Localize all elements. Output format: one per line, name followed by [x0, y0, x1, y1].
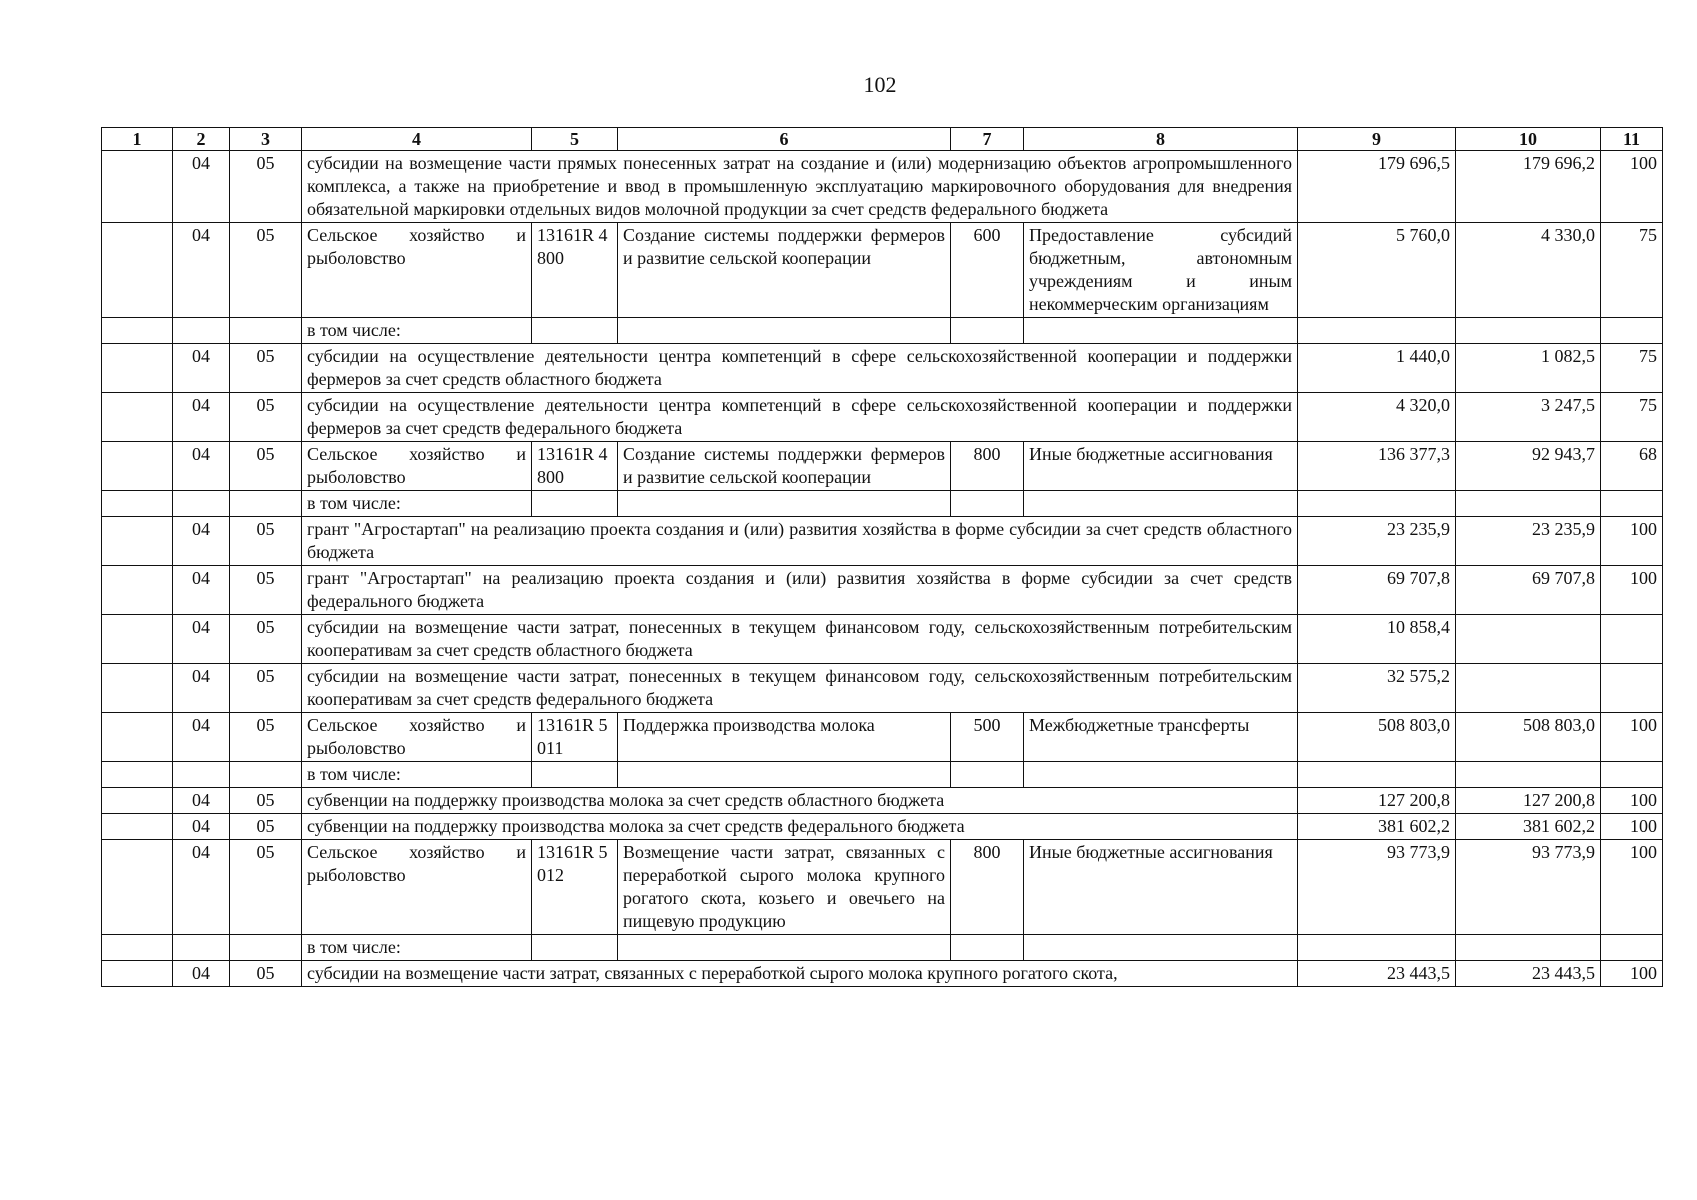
program-name: Создание системы поддержки фермеров и развитие сельской кооперации: [618, 442, 951, 491]
actual-amount: 4 330,0: [1456, 223, 1601, 318]
actual-amount: 23 443,5: [1456, 961, 1601, 987]
col1-cell: [102, 517, 173, 566]
section-name: Сельское хозяйство и рыболовство: [302, 840, 532, 935]
column-header: 3: [230, 128, 302, 151]
planned-amount: 1 440,0: [1298, 344, 1456, 393]
subsection-code: 05: [230, 517, 302, 566]
description-text: субсидии на возмещение части затрат, понесенных в текущем финансовом году, сельскохозяйственным потребительским кооперативам за счет средств областного бюджета: [302, 615, 1298, 664]
expense-type-name: Межбюджетные трансферты: [1024, 713, 1298, 762]
planned-amount: 23 235,9: [1298, 517, 1456, 566]
table-row: [102, 344, 1663, 393]
percent-executed: [1601, 615, 1663, 664]
column-header: 10: [1456, 128, 1601, 151]
column-header: 8: [1024, 128, 1298, 151]
col1-cell: [102, 664, 173, 713]
subtotal-label-row: [102, 762, 1663, 788]
table-row: [102, 713, 1663, 762]
col1-cell: [102, 393, 173, 442]
subsection-cell: [230, 491, 302, 517]
description-text: субсидии на осуществление деятельности центра компетенций в сфере сельскохозяйственной кооперации и поддержки фермеров за счет средств федерального бюджета: [302, 393, 1298, 442]
section-cell: [173, 491, 230, 517]
table-row: [102, 615, 1663, 664]
program-name: Поддержка производства молока: [618, 713, 951, 762]
section-code: 04: [173, 615, 230, 664]
description-text: грант "Агростартап" на реализацию проекта создания и (или) развития хозяйства в форме субсидии за счет средств федерального бюджета: [302, 566, 1298, 615]
target-article-code: 13161R 5012: [532, 840, 618, 935]
column-header: 9: [1298, 128, 1456, 151]
actual-amount: 1 082,5: [1456, 344, 1601, 393]
col1-cell: [102, 151, 173, 223]
target-article-code: 13161R 5011: [532, 713, 618, 762]
planned-amount: [1298, 318, 1456, 344]
planned-amount: 93 773,9: [1298, 840, 1456, 935]
table-row: [102, 840, 1663, 935]
subsection-cell: [230, 935, 302, 961]
program-cell: [618, 318, 951, 344]
code-cell: [532, 318, 618, 344]
table-row: [102, 223, 1663, 318]
planned-amount: 4 320,0: [1298, 393, 1456, 442]
col1-cell: [102, 814, 173, 840]
col1-cell: [102, 788, 173, 814]
percent-executed: 100: [1601, 840, 1663, 935]
table-body: [102, 151, 1663, 987]
col1-cell: [102, 935, 173, 961]
column-header: 7: [951, 128, 1024, 151]
expense-name-cell: [1024, 491, 1298, 517]
target-article-code: 13161R 4800: [532, 223, 618, 318]
subsection-code: 05: [230, 442, 302, 491]
actual-amount: [1456, 935, 1601, 961]
section-cell: [173, 762, 230, 788]
including-label: в том числе:: [302, 762, 532, 788]
section-code: 04: [173, 961, 230, 987]
program-name: Возмещение части затрат, связанных с переработкой сырого молока крупного рогатого скота, козьего и овечьего на пищевую продукцию: [618, 840, 951, 935]
section-code: 04: [173, 151, 230, 223]
including-label: в том числе:: [302, 935, 532, 961]
description-text: субвенции на поддержку производства молока за счет средств федерального бюджета: [302, 814, 1298, 840]
percent-executed: 68: [1601, 442, 1663, 491]
planned-amount: 32 575,2: [1298, 664, 1456, 713]
table-row: [102, 442, 1663, 491]
code-cell: [532, 491, 618, 517]
description-text: субсидии на возмещение части затрат, понесенных в текущем финансовом году, сельскохозяйственным потребительским кооперативам за счет средств федерального бюджета: [302, 664, 1298, 713]
subsection-code: 05: [230, 223, 302, 318]
subsection-code: 05: [230, 814, 302, 840]
planned-amount: 381 602,2: [1298, 814, 1456, 840]
column-header: 2: [173, 128, 230, 151]
subsection-code: 05: [230, 713, 302, 762]
percent-cell: [1601, 491, 1663, 517]
description-text: субсидии на возмещение части прямых понесенных затрат на создание и (или) модернизацию объектов агропромышленного комплекса, а также на приобретение и ввод в промышленную эксплуатацию маркировочного оборудования для внедрения обязательной маркировки отдельных видов молочной продукции за счет средств федерального бюджета: [302, 151, 1298, 223]
subsection-code: 05: [230, 961, 302, 987]
expense-name-cell: [1024, 935, 1298, 961]
col1-cell: [102, 491, 173, 517]
program-name: Создание системы поддержки фермеров и развитие сельской кооперации: [618, 223, 951, 318]
actual-amount: [1456, 664, 1601, 713]
actual-amount: [1456, 762, 1601, 788]
section-name: Сельское хозяйство и рыболовство: [302, 713, 532, 762]
percent-executed: 100: [1601, 814, 1663, 840]
percent-cell: [1601, 762, 1663, 788]
target-article-code: 13161R 4800: [532, 442, 618, 491]
subsection-code: 05: [230, 840, 302, 935]
section-cell: [173, 318, 230, 344]
subtotal-label-row: [102, 491, 1663, 517]
subsection-cell: [230, 762, 302, 788]
expense-type-name: Иные бюджетные ассигнования: [1024, 442, 1298, 491]
actual-amount: [1456, 615, 1601, 664]
actual-amount: [1456, 318, 1601, 344]
section-code: 04: [173, 344, 230, 393]
expense-type-code: 600: [951, 223, 1024, 318]
expense-name-cell: [1024, 318, 1298, 344]
actual-amount: 508 803,0: [1456, 713, 1601, 762]
section-code: 04: [173, 788, 230, 814]
percent-executed: 100: [1601, 713, 1663, 762]
planned-amount: 179 696,5: [1298, 151, 1456, 223]
percent-executed: 100: [1601, 566, 1663, 615]
subtotal-label-row: [102, 935, 1663, 961]
column-header: 4: [302, 128, 532, 151]
column-header: 6: [618, 128, 951, 151]
col1-cell: [102, 442, 173, 491]
planned-amount: [1298, 762, 1456, 788]
table-row: [102, 664, 1663, 713]
actual-amount: 127 200,8: [1456, 788, 1601, 814]
table-row: [102, 814, 1663, 840]
table-row: [102, 517, 1663, 566]
subsection-code: 05: [230, 615, 302, 664]
planned-amount: [1298, 491, 1456, 517]
subsection-code: 05: [230, 151, 302, 223]
section-cell: [173, 935, 230, 961]
subsection-code: 05: [230, 566, 302, 615]
section-code: 04: [173, 664, 230, 713]
planned-amount: 136 377,3: [1298, 442, 1456, 491]
section-name: Сельское хозяйство и рыболовство: [302, 223, 532, 318]
expense-type-code: 800: [951, 840, 1024, 935]
planned-amount: 10 858,4: [1298, 615, 1456, 664]
subsection-code: 05: [230, 788, 302, 814]
table-row: [102, 566, 1663, 615]
section-code: 04: [173, 814, 230, 840]
col1-cell: [102, 840, 173, 935]
col1-cell: [102, 713, 173, 762]
description-text: субвенции на поддержку производства молока за счет средств областного бюджета: [302, 788, 1298, 814]
including-label: в том числе:: [302, 318, 532, 344]
subtotal-label-row: [102, 318, 1663, 344]
column-header: 1: [102, 128, 173, 151]
planned-amount: 23 443,5: [1298, 961, 1456, 987]
col1-cell: [102, 566, 173, 615]
section-code: 04: [173, 442, 230, 491]
section-code: 04: [173, 840, 230, 935]
code-cell: [532, 762, 618, 788]
percent-executed: 100: [1601, 961, 1663, 987]
planned-amount: 5 760,0: [1298, 223, 1456, 318]
percent-executed: 75: [1601, 344, 1663, 393]
percent-executed: 100: [1601, 517, 1663, 566]
table-row: [102, 393, 1663, 442]
expense-type-name: Предоставление субсидий бюджетным, автономным учреждениям и иным некоммерческим организациям: [1024, 223, 1298, 318]
section-code: 04: [173, 517, 230, 566]
section-name: Сельское хозяйство и рыболовство: [302, 442, 532, 491]
actual-amount: 92 943,7: [1456, 442, 1601, 491]
planned-amount: 69 707,8: [1298, 566, 1456, 615]
percent-cell: [1601, 935, 1663, 961]
percent-executed: 100: [1601, 788, 1663, 814]
percent-executed: 100: [1601, 151, 1663, 223]
expense-name-cell: [1024, 762, 1298, 788]
expense-type-cell: [951, 935, 1024, 961]
code-cell: [532, 935, 618, 961]
col1-cell: [102, 318, 173, 344]
planned-amount: 127 200,8: [1298, 788, 1456, 814]
actual-amount: 381 602,2: [1456, 814, 1601, 840]
expense-type-name: Иные бюджетные ассигнования: [1024, 840, 1298, 935]
subsection-code: 05: [230, 664, 302, 713]
including-label: в том числе:: [302, 491, 532, 517]
program-cell: [618, 491, 951, 517]
col1-cell: [102, 762, 173, 788]
section-code: 04: [173, 713, 230, 762]
subsection-code: 05: [230, 344, 302, 393]
actual-amount: 3 247,5: [1456, 393, 1601, 442]
program-cell: [618, 762, 951, 788]
percent-executed: 75: [1601, 393, 1663, 442]
column-header: 5: [532, 128, 618, 151]
percent-cell: [1601, 318, 1663, 344]
actual-amount: 179 696,2: [1456, 151, 1601, 223]
col1-cell: [102, 344, 173, 393]
actual-amount: 93 773,9: [1456, 840, 1601, 935]
actual-amount: 69 707,8: [1456, 566, 1601, 615]
actual-amount: [1456, 491, 1601, 517]
table-row: [102, 788, 1663, 814]
description-text: субсидии на возмещение части затрат, связанных с переработкой сырого молока крупного рогатого скота,: [302, 961, 1298, 987]
planned-amount: [1298, 935, 1456, 961]
col1-cell: [102, 223, 173, 318]
planned-amount: 508 803,0: [1298, 713, 1456, 762]
table-row: [102, 151, 1663, 223]
subsection-code: 05: [230, 393, 302, 442]
subsection-cell: [230, 318, 302, 344]
description-text: грант "Агростартап" на реализацию проекта создания и (или) развития хозяйства в форме субсидии за счет средств областного бюджета: [302, 517, 1298, 566]
col1-cell: [102, 615, 173, 664]
table-row: [102, 961, 1663, 987]
expense-type-cell: [951, 762, 1024, 788]
expense-type-cell: [951, 318, 1024, 344]
section-code: 04: [173, 566, 230, 615]
col1-cell: [102, 961, 173, 987]
description-text: субсидии на осуществление деятельности центра компетенций в сфере сельскохозяйственной кооперации и поддержки фермеров за счет средств областного бюджета: [302, 344, 1298, 393]
percent-executed: [1601, 664, 1663, 713]
actual-amount: 23 235,9: [1456, 517, 1601, 566]
section-code: 04: [173, 223, 230, 318]
budget-table: [101, 127, 1663, 987]
percent-executed: 75: [1601, 223, 1663, 318]
column-header: 11: [1601, 128, 1663, 151]
expense-type-code: 800: [951, 442, 1024, 491]
column-number-header-row: [102, 128, 1663, 151]
program-cell: [618, 935, 951, 961]
expense-type-code: 500: [951, 713, 1024, 762]
section-code: 04: [173, 393, 230, 442]
page-number: 102: [863, 72, 897, 97]
expense-type-cell: [951, 491, 1024, 517]
